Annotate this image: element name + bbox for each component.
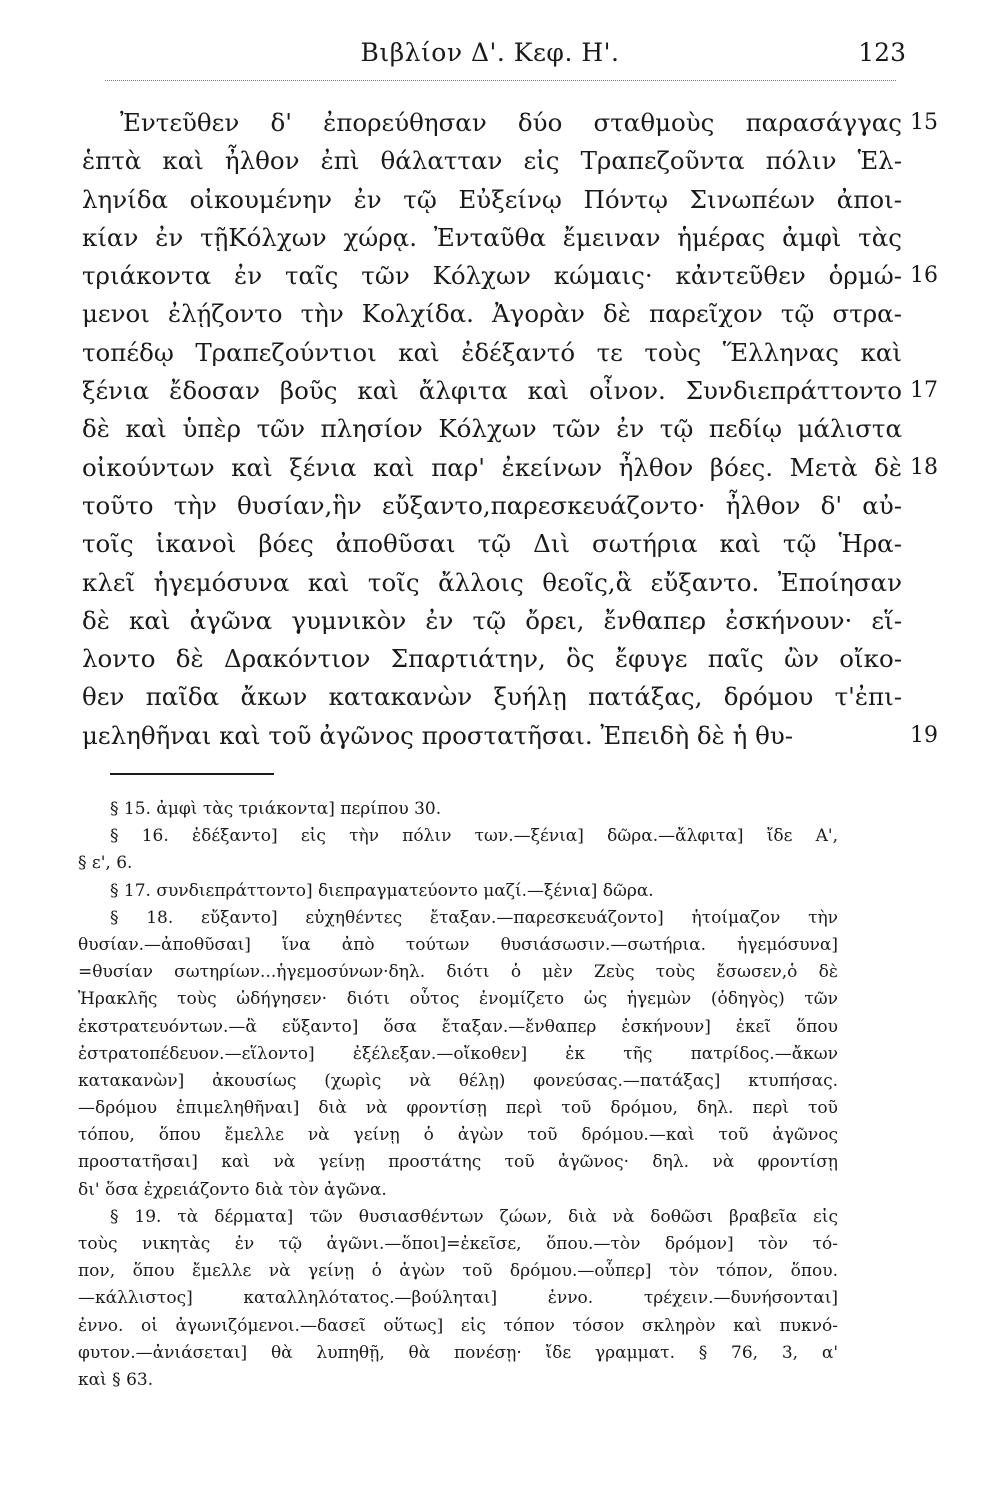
text-line: τριάκοντα ἐν ταῖς τῶν Κόλχων κώμαις· κἀντεῦθεν ὁρμώ- 16 [82,257,902,295]
running-title: Βιβλίον Δ'. Κεφ. Η'. [360,38,620,67]
text-line: δὲ καὶ ὑπὲρ τῶν πλησίον Κόλχων τῶν ἐν τῷ πεδίῳ μάλιστα [82,414,902,444]
page-number: 123 [858,38,906,67]
note-line: § 15. ἀμφὶ τὰς τριάκοντα] περίπου 30. [110,799,442,819]
text-line: τοῦτο τὴν θυσίαν,ἣν εὔξαντο,παρεσκευάζοντο· ἦλθον δ' αὐ- [82,490,902,520]
text-line: Ἐντεῦθεν δ' ἐπορεύθησαν δύο σταθμοὺς παρασάγγας 15 [82,104,902,142]
note-line: κατακανὼν] ἀκουσίως (χωρὶς νὰ θέλῃ) φονεύσας.—πατάξας] κτυπήσας. [78,1070,838,1091]
section-number: 19 [910,722,938,748]
text-line: ἑπτὰ καὶ ἦλθον ἐπὶ θάλατταν εἰς Τραπεζοῦντα πόλιν Ἑλ- [82,146,902,176]
note-line: ἐκστρατευόντων.—ἃ εὔξαντο] ὅσα ἔταξαν.—ἔνθαπερ ἐσκήνουν] ἐκεῖ ὅπου [78,1016,838,1037]
note-line: § ε', 6. [78,853,133,874]
note-line: =θυσίαν σωτηρίων...ἡγεμοσύνων·δηλ. διότι ὁ μὲν Ζεὺς τοὺς ἔσωσεν,ὁ δὲ [78,962,838,983]
section-number: 16 [910,263,938,289]
text-line: τοῖς ἱκανοὶ βόες ἀποθῦσαι τῷ Διὶ σωτήρια καὶ τῷ Ἡρα- [82,529,902,559]
footnotes [78,796,838,1394]
note-line: § 19. τὰ δέρματα] τῶν θυσιασθέντων ζώων, διὰ νὰ δοθῶσι βραβεῖα εἰς [110,1206,838,1227]
note-line: φυτον.—ἀνιάσεται] θὰ λυπηθῇ, θὰ πονέσῃ· ἴδε γραμματ. § 76, 3, α' [78,1342,838,1363]
section-number: 15 [910,110,938,135]
note-line: καὶ § 63. [78,1369,154,1390]
text-line: μεληθῆναι καὶ τοῦ ἀγῶνος προστατῆσαι. Ἐπειδὴ δὲ ἡ θυ- 19 [82,717,902,755]
note-line: —δρόμου ἐπιμεληθῆναι] διὰ νὰ φροντίσῃ περὶ τοῦ δρόμου, δηλ. περὶ τοῦ [78,1098,838,1119]
text-line: δὲ καὶ ἀγῶνα γυμνικὸν ἐν τῷ ὄρει, ἔνθαπερ ἐσκήνουν· εἵ- [82,605,902,635]
note-line: πον, ὅπου ἔμελλε νὰ γείνῃ ὁ ἀγὼν τοῦ δρόμου.—οὗπερ] τὸν τόπον, ὅπου. [78,1261,838,1282]
text-line: μενοι ἐλῄζοντο τὴν Κολχίδα. Ἀγορὰν δὲ παρεῖχον τῷ στρα- [82,299,902,329]
note-line: θυσίαν.—ἀποθῦσαι] ἵνα ἀπὸ τούτων θυσιάσωσιν.—σωτήρια. ἡγεμόσυνα] [78,934,838,955]
text-line: οἰκούντων καὶ ξένια καὶ παρ' ἐκείνων ἦλθον βόες. Μετὰ δὲ 18 [82,449,902,487]
text-line: ξένια ἔδοσαν βοῦς καὶ ἄλφιτα καὶ οἶνον. Συνδιεπράττοντο 17 [82,372,902,410]
section-number: 17 [910,378,938,404]
note-line: δι' ὅσα ἐχρειάζοντο διὰ τὸν ἀγῶνα. [78,1179,387,1200]
note-line: τόπου, ὅπου ἔμελλε νὰ γείνῃ ὁ ἀγὼν τοῦ δρόμου.—καὶ τοῦ ἀγῶνος [78,1125,838,1146]
text-line: θεν παῖδα ἄκων κατακανὼν ξυήλῃ πατάξας, δρόμου τ'ἐπι- [82,682,902,712]
note-line: Ἡρακλῆς τοὺς ὡδήγησεν· διότι οὗτος ἐνομίζετο ὡς ἡγεμὼν (ὁδηγὸς) τῶν [78,989,838,1010]
text-line: ληνίδα οἰκουμένην ἐν τῷ Εὐξείνῳ Πόντῳ Σινωπέων ἀποι- [82,184,902,214]
note-line: § 16. ἐδέξαντο] εἰς τὴν πόλιν των.—ξένια] δῶρα.—ἄλφιτα] ἴδε Α', [110,826,838,847]
text-line: λοντο δὲ Δρακόντιον Σπαρτιάτην, ὃς ἔφυγε παῖς ὢν οἴκο- [82,644,902,674]
text-line: κίαν ἐν τῇΚόλχων χώρᾳ. Ἐνταῦθα ἔμειναν ἡμέρας ἀμφὶ τὰς [82,222,902,252]
footnote-rule [110,773,274,775]
note-line: ἐστρατοπέδευον.—εἵλοντο] ἐξέλεξαν.—οἴκοθεν] ἐκ τῆς πατρίδος.—ἄκων [78,1043,838,1064]
note-line: προστατῆσαι] καὶ νὰ γείνῃ προστάτης τοῦ ἀγῶνος· δηλ. νὰ φροντίσῃ [78,1152,838,1173]
note-line: —κάλλιστος] καταλληλότατος.—βούληται] ἐννο. τρέχειν.—δυνήσονται] [78,1288,838,1309]
note-line: § 17. συνδιεπράττοντο] διεπραγματεύοντο μαζί.—ξένια] δῶρα. [110,880,654,901]
header-rule [105,80,896,81]
text-line: τοπέδῳ Τραπεζούντιοι καὶ ἐδέξαντό τε τοὺς Ἕλληνας καὶ [82,337,902,367]
section-number: 18 [910,454,938,480]
note-line: τοὺς νικητὰς ἐν τῷ ἀγῶνι.—ὅποι]=ἐκεῖσε, ὅπου.—τὸν δρόμον] τὸν τό- [78,1234,838,1254]
note-line: ἐννο. οἱ ἀγωνιζόμενοι.—δασεῖ οὕτως] εἰς τόπον τόσον σκληρὸν καὶ πυκνό- [78,1315,838,1336]
text-line: κλεῖ ἡγεμόσυνα καὶ τοῖς ἄλλοις θεοῖς,ἃ εὔξαντο. Ἐποίησαν [82,567,902,597]
page-header [60,38,920,78]
note-line: § 18. εὔξαντο] εὐχηθέντες ἔταξαν.—παρεσκευάζοντο] ἡτοίμαζον τὴν [110,907,838,928]
main-text [82,104,938,755]
